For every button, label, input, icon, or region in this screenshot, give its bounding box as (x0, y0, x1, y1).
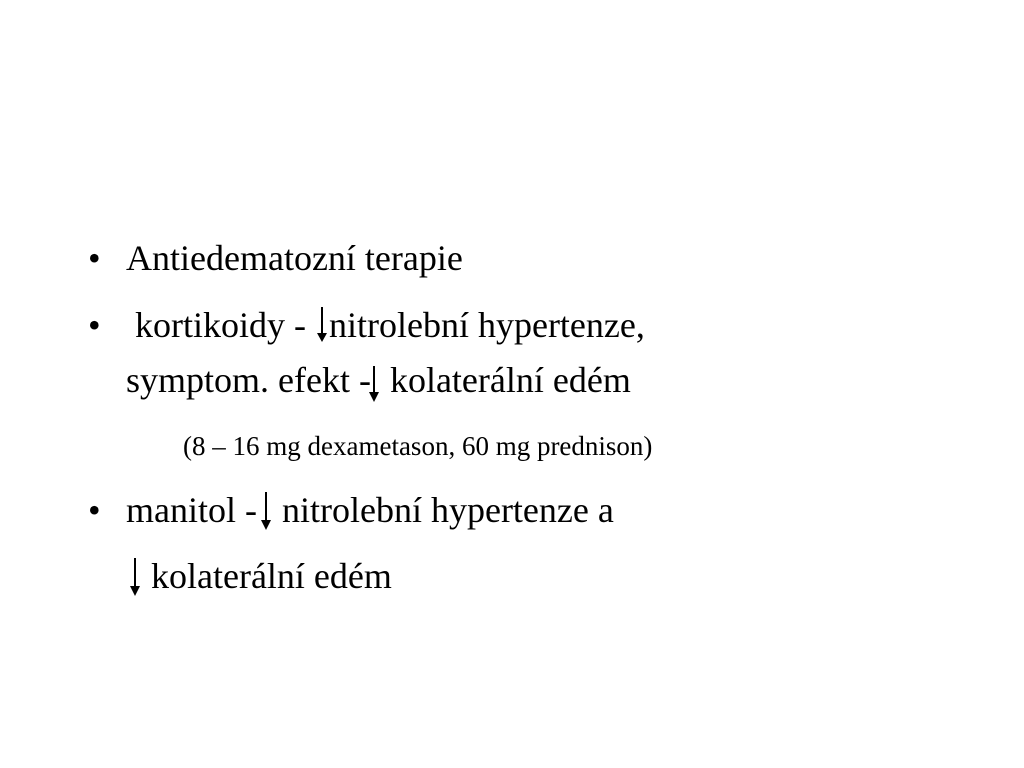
bullet-marker: • (88, 238, 101, 278)
down-arrow-icon (259, 490, 273, 530)
bullet-text: nitrolební hypertenze a (272, 490, 614, 530)
bullet-item-mannitol-continued (126, 556, 392, 596)
bullet-item-corticoids-continued (126, 360, 631, 400)
dosage-note: (8 – 16 mg dexametason, 60 mg prednison) (183, 431, 653, 461)
bullet-item-corticoids (126, 305, 645, 345)
bullet-text: manitol - (126, 490, 257, 530)
bullet-text: kolaterální edém (380, 360, 631, 400)
bullet-marker: • (88, 305, 101, 345)
down-arrow-icon (367, 360, 381, 400)
bullet-text: Antiedematozní terapie (126, 238, 463, 278)
bullet-text: kolaterální edém (142, 556, 392, 596)
bullet-text: nitrolební hypertenze, (328, 305, 645, 345)
down-arrow-icon (315, 305, 329, 345)
bullet-text: kortikoidy - (126, 305, 315, 345)
bullet-text: symptom. efekt - (126, 360, 371, 400)
bullet-item-antiedematous-therapy (126, 238, 463, 278)
down-arrow-icon (128, 556, 142, 596)
bullet-item-mannitol (126, 490, 614, 530)
bullet-marker: • (88, 490, 101, 530)
